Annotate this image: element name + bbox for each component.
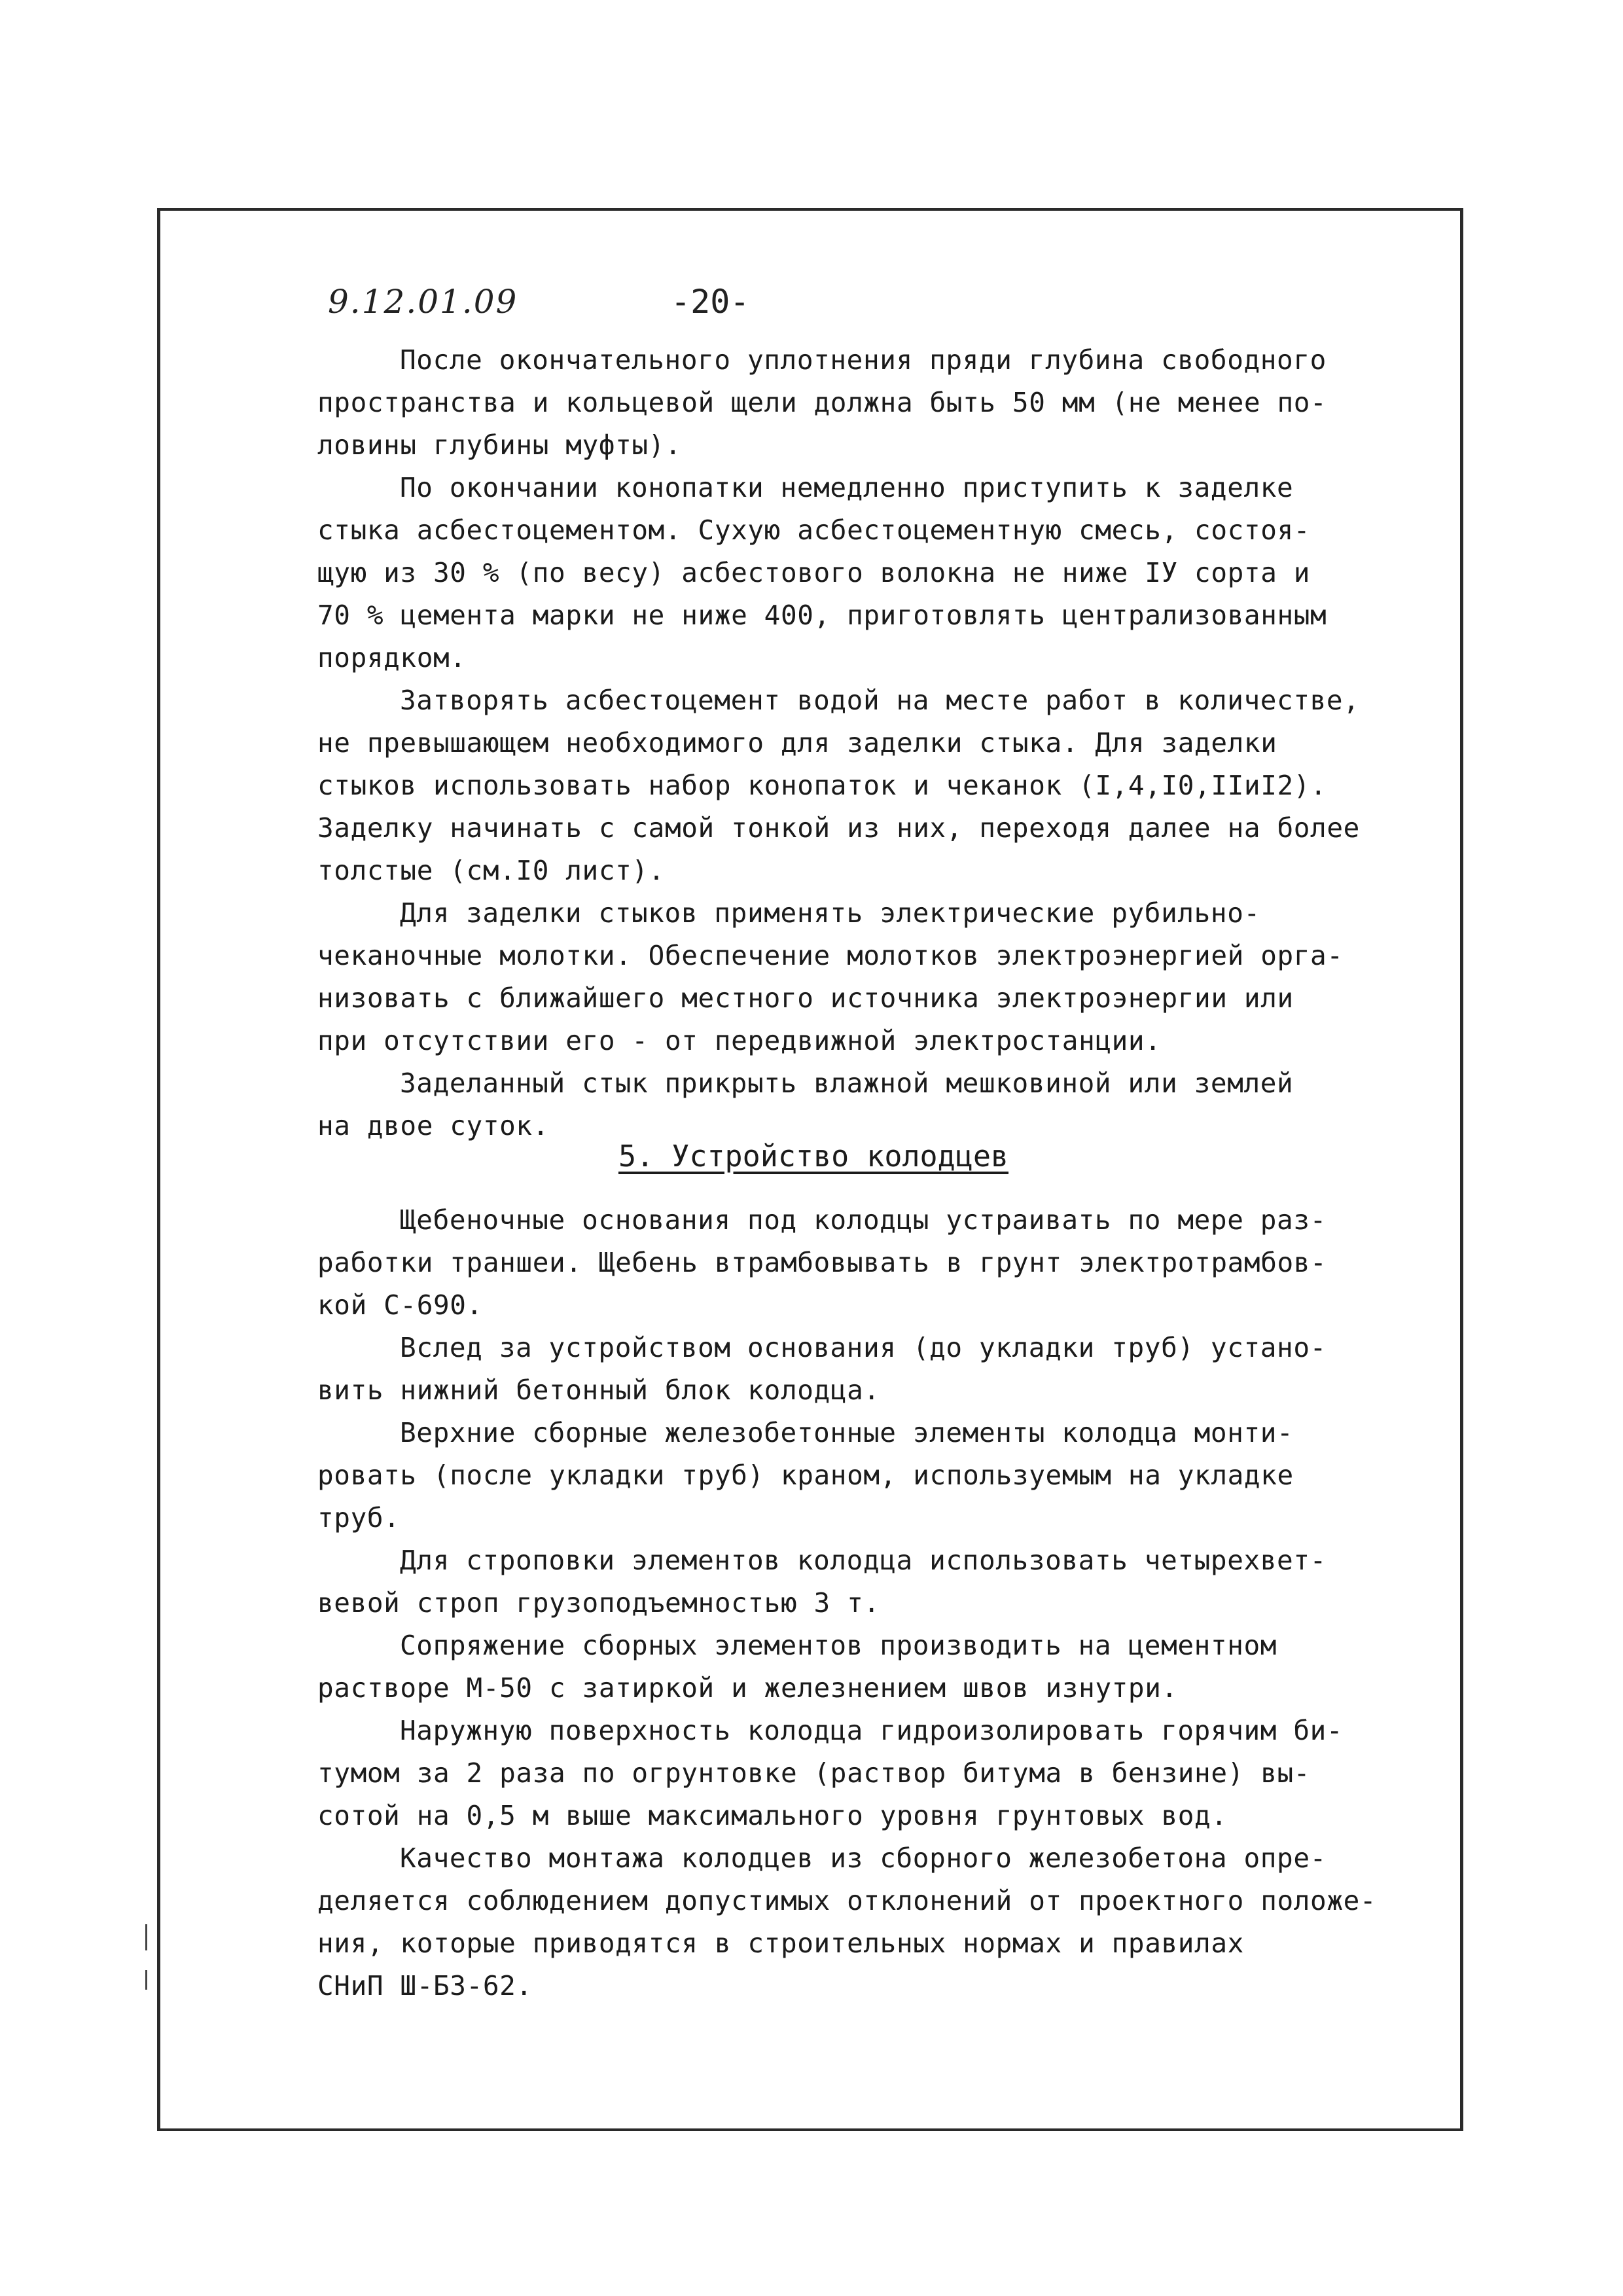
paragraph: Вслед за устройством основания (до укладки труб) устано- вить нижний бетонный блок колодца. — [317, 1332, 1327, 1406]
paragraph: Затворять асбестоцемент водой на месте работ в количестве, не превышающем необходимого для заделки стыка. Для заделки стыков использовать набор конопаток и чеканок (I,4,I0,IIиI2). Заделку начинать с самой тонкой из них, переходя далее на более толстые (см.I0 лист). — [317, 685, 1360, 886]
text-block-part1 — [317, 339, 1554, 1147]
margin-mark — [145, 1970, 147, 1990]
paragraph: Качество монтажа колодцев из сборного железобетона опре- деляется соблюдением допустимых отклонений от проектного положе- ния, которые приводятся в строительных нормах и правилах СНиП Ш-Б3-62. — [317, 1842, 1377, 2001]
paragraph: Наружную поверхность колодца гидроизолировать горячим би- тумом за 2 раза по огрунтовке (раствор битума в бензине) вы- сотой на 0,5 м выше максимального уровня грунтовых вод. — [317, 1715, 1344, 1831]
paragraph: После окончательного уплотнения пряди глубина свободного пространства и кольцевой щели должна быть 50 мм (не менее по- ловины глубины муфты). — [317, 344, 1327, 461]
text-block-part2 — [317, 1199, 1554, 2007]
document-code: 9.12.01.09 — [328, 283, 518, 321]
page-number: -20- — [671, 283, 750, 321]
paragraph: Щебеночные основания под колодцы устраивать по мере раз- работки траншеи. Щебень втрамбовывать в грунт электротрамбов- кой С-690. — [317, 1204, 1327, 1321]
margin-mark — [145, 1924, 147, 1950]
page-frame — [157, 208, 1463, 2131]
paragraph: Заделанный стык прикрыть влажной мешковиной или землей на двое суток. — [317, 1067, 1294, 1141]
section-heading: 5. Устройство колодцев — [618, 1139, 1009, 1174]
paragraph: Сопряжение сборных элементов производить на цементном растворе М-50 с затиркой и железнением швов изнутри. — [317, 1630, 1277, 1704]
page-header — [160, 283, 1460, 329]
paragraph: Верхние сборные железобетонные элементы колодца монти- ровать (после укладки труб) краном, используемым на укладке труб. — [317, 1417, 1294, 1534]
paragraph: По окончании конопатки немедленно приступить к заделке стыка асбестоцементом. Сухую асбестоцементную смесь, состоя- щую из 30 % (по весу) асбестового волокна не ниже IУ сорта и 70 % цемента марки не ниже 400, приготовлять централизованным порядком. — [317, 472, 1327, 673]
paragraph: Для строповки элементов колодца использовать четырехвет- вевой строп грузоподъемностью 3 т. — [317, 1545, 1327, 1619]
paragraph: Для заделки стыков применять электрические рубильно- чеканочные молотки. Обеспечение молотков электроэнергией орга- низовать с ближайшего местного источника электроэнергии или при отсутствии его - от передвижной электростанции. — [317, 897, 1344, 1056]
